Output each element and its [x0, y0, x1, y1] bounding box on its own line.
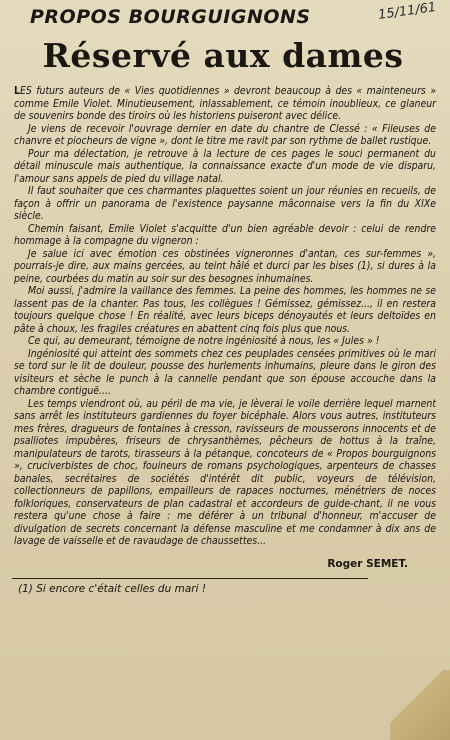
- author-signature: Roger SEMET.: [327, 557, 408, 570]
- paragraph: LES futurs auteurs de « Vies quotidiennes » devront beaucoup à des « mainteneurs » comme Emile Violet. Minutieusement, inlassablement, ce témoin inoublieux, ce glaneur de souvenirs bonde des tiroirs où les historiens puiseront avec délice.: [14, 85, 436, 122]
- paragraph: Pour ma délectation, je retrouve à la lecture de ces pages le souci permanent du détail minuscule mais authentique, la connaissance exacte d'un mode de vie disparu, l'amour sans appels de pied du village natal.: [14, 147, 436, 185]
- handwritten-date: 15/11/61: [376, 0, 437, 23]
- paragraph: Je viens de recevoir l'ouvrage dernier en date du chantre de Clessé : « Fileuses de chanvre et piocheurs de vigne », dont le titre me ravit par son rythme de ballet rustique.: [14, 122, 436, 147]
- paragraph: Ingéniosité qui atteint des sommets chez ces peuplades censées primitives où le mari se tord sur le lit de douleur, pousse des hurlements inhumains, pleure dans le giron des visiteurs et sèche le punch à la cannelle pendant que son épouse accouche dans la chambre contiguë....: [14, 347, 436, 397]
- footnote: (1) Si encore c'était celles du mari !: [18, 582, 207, 595]
- column-kicker: PROPOS BOURGUIGNONS: [30, 6, 311, 28]
- paragraph: Moi aussi, j'admire la vaillance des femmes. La peine des hommes, les hommes ne se lassent pas de la chanter. Pas tous, les collègues ! Gémissez, gémissez..., il en restera toujours quelque chose ! En réalité, avec leurs biceps dénoyautés et leurs deltoïdes en pâte à choux, les fragiles créatures en abattent cinq fois plus que nous.: [14, 285, 436, 335]
- paragraph: Les temps viendront où, au péril de ma vie, je lèverai le voile derrière lequel marnent sans arrêt les instituteurs gardiennes du foyer bicéphale. Alors vous autres, instituteurs mes frères, dragueurs de fontaines à cresson, ravisseurs de mousserons innocents et de psalliotes impubères, friseurs de chrysanthèmes, pêcheurs de hottus à la traîne, manipulateurs de tarots, tirasseurs à la pétanque, concoteurs de « Propos bourguignons », cruciverbistes de choc, fouineurs de romans psychologiques, arpenteurs de chasses banales, secrétaires de sociétés d'intérêt dit public, voyeurs de télévision, collectionneurs de papillons, empailleurs de rapaces nocturnes, ménétriers de noces folkloriques, conservateurs de plan cadastral et accordeurs de guide-chant, il ne vous restera qu'une chose à faire : me déférer à un tribunal d'honneur, m'accuser de divulgation de secrets concernant la défense masculine et me condamner à dix ans de lavage de vaisselle et de ravaudage de chaussettes...: [14, 397, 436, 547]
- paragraph: Je salue ici avec émotion ces obstinées vigneronnes d'antan, ces sur-femmes », pourrais-je dire, aux mains gercées, au teint hâlé et durci par les bises (1), si dures à la peine, courbées du matin au soir sur des besognes inhumaines.: [14, 247, 436, 285]
- torn-corner: [390, 670, 450, 740]
- paragraph: Chemin faisant, Emile Violet s'acquitte d'un bien agréable devoir : celui de rendre hommage à la compagne du vigneron :: [14, 222, 436, 247]
- paragraph: Il faut souhaiter que ces charmantes plaquettes soient un jour réunies en recueils, de façon à offrir un panorama de l'existence paysanne mâconnaise vers la fin du XIXe siècle.: [14, 185, 436, 222]
- article-headline: Réservé aux dames: [42, 36, 404, 75]
- signature-row: [8, 552, 438, 571]
- article-body: [8, 85, 438, 548]
- drop-cap: L: [14, 85, 20, 97]
- footnote-divider: [12, 578, 368, 579]
- paragraph: Ce qui, au demeurant, témoigne de notre ingéniosité à nous, les « Jules » !: [28, 335, 380, 347]
- header-row: [8, 0, 438, 34]
